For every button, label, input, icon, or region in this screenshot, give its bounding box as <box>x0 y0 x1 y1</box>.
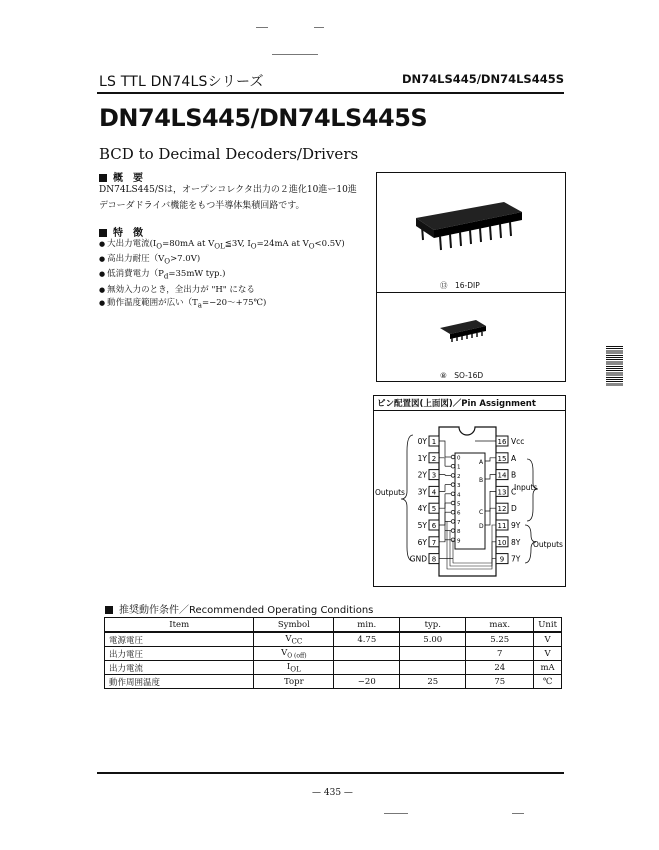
package-divider <box>376 292 566 293</box>
decoder-output-label: 0 <box>457 455 461 462</box>
pin-assignment-heading: ピン配置図(上面図)／Pin Assignment <box>373 395 566 411</box>
col-unit: Unit <box>534 618 562 633</box>
decoder-input-label: B <box>479 477 484 484</box>
conditions-table <box>104 617 562 689</box>
inverter-bubble <box>451 464 455 468</box>
decoder-wire <box>439 441 445 457</box>
page-number: — 435 — <box>312 788 353 798</box>
decoder-input-label: A <box>479 459 484 466</box>
pin-number: 12 <box>497 505 507 514</box>
scan-speck <box>256 27 268 28</box>
scan-speck <box>512 813 524 814</box>
decoder-wire <box>439 503 445 525</box>
footer-divider <box>97 772 564 774</box>
pin-number: 8 <box>431 555 437 564</box>
inverter-bubble <box>451 474 455 478</box>
decoder-wire <box>450 531 496 566</box>
decoder-input-label: C <box>479 509 484 516</box>
pin-number: 13 <box>497 488 507 497</box>
col-symbol: Symbol <box>254 618 334 633</box>
feature-item: ● 大出力電流($I_O=80mA$ at $V_{OL}≦3V$, $I_O=24mA$ at $V_O<0.5V$) <box>99 238 345 253</box>
part-numbers-header: DN74LS445/DN74LS445S <box>401 72 564 86</box>
decoder-output-label: 5 <box>457 501 461 508</box>
so-package-label: ⑧ SO-16D <box>440 371 484 380</box>
pin-number: 2 <box>431 454 437 463</box>
feature-item: ● 低消費電力（$P_d=35mW$ typ.) <box>99 268 345 283</box>
series-header: LS TTL DN74LSシリーズ <box>99 74 264 90</box>
pin-number: 16 <box>497 438 507 446</box>
pin-name-right: D <box>511 504 517 514</box>
pin-number: 10 <box>497 538 507 547</box>
pin-number: 7 <box>431 538 437 547</box>
decoder-output-label: 9 <box>457 538 461 545</box>
decoder-input-label: D <box>479 523 484 530</box>
decoder-output-label: 8 <box>457 529 461 536</box>
pin-name-left: 3Y <box>417 487 427 497</box>
decoder-output-label: 2 <box>457 473 461 480</box>
pin-number: 11 <box>497 522 507 530</box>
pin-number: 14 <box>497 471 507 480</box>
pin-number: 9 <box>499 555 505 564</box>
decoder-wire <box>485 475 496 479</box>
col-typ: typ. <box>400 618 466 633</box>
pin-name-right: C <box>511 487 517 497</box>
pin-number: 1 <box>431 438 437 446</box>
pin-name-left: 1Y <box>417 453 427 463</box>
page-title: DN74LS445/DN74LS445S <box>99 104 428 132</box>
decoder-wire <box>485 458 496 461</box>
decoder-output-label: 6 <box>457 510 461 517</box>
pin-name-left: 5Y <box>417 521 427 530</box>
pin-name-left: 6Y <box>417 537 427 547</box>
inverter-bubble <box>451 510 455 514</box>
decoder-wire <box>447 521 496 569</box>
table-row: 出力電流 $I_{OL}$ 24 mA <box>105 661 562 675</box>
page-subtitle: BCD to Decimal Decoders/Drivers <box>99 145 359 163</box>
pin-name-right: B <box>511 470 517 480</box>
pin-name-left: 4Y <box>417 504 427 514</box>
so-package-image <box>436 318 490 344</box>
pin-number: 5 <box>431 505 437 514</box>
inverter-bubble <box>451 501 455 505</box>
decoder-output-label: 3 <box>457 483 461 490</box>
scan-speck <box>314 27 324 28</box>
feature-item: ● 高出力耐圧$(V_O>7.0V)$ <box>99 253 345 268</box>
col-item: Item <box>105 618 254 633</box>
index-tab-mark <box>606 346 623 386</box>
pin-name-right: A <box>511 453 517 463</box>
decoder-wire <box>439 458 445 466</box>
pin-name-left: 0Y <box>417 437 427 446</box>
decoder-output-label: 7 <box>457 519 461 526</box>
table-row: 電源電圧 $V_{CC}$ 4.75 5.00 5.25 V <box>105 632 562 647</box>
inverter-bubble <box>451 483 455 487</box>
decoder-wire <box>439 494 445 508</box>
outputs-left-label: Outputs <box>375 488 405 497</box>
feature-item: ● 無効入力のとき，全出力が "H" になる <box>99 284 345 298</box>
feature-item: ● 動作温度範囲が広い（$T_a=-20$〜+75℃) <box>99 297 345 312</box>
scan-speck <box>384 813 408 814</box>
pin-name-left: 2Y <box>417 470 427 480</box>
overview-text: DN74LS445/Sは，オープンコレクタ出力の２進化10進ー10進デコーダドライバ機能をもつ半導体集積回路です。 <box>99 185 357 211</box>
decoder-wire <box>439 475 445 476</box>
inverter-bubble <box>451 455 455 459</box>
table-row: 動作周囲温度 Topr −20 25 75 ℃ <box>105 675 562 689</box>
col-max: max. <box>466 618 534 633</box>
conditions-heading: 推奨動作条件／Recommended Operating Conditions <box>105 601 373 616</box>
pin-name-right: 9Y <box>511 521 521 530</box>
pin-number: 4 <box>431 488 437 497</box>
features-list <box>99 238 345 312</box>
dip-package-image <box>410 196 530 256</box>
overview-heading: 概 要 <box>99 169 143 184</box>
pin-name-right: 8Y <box>511 537 521 547</box>
pin-name-right: Vcc <box>511 437 525 446</box>
pin-name-left: GND <box>409 554 427 564</box>
inputs-label: Inputs <box>514 483 538 492</box>
inverter-bubble <box>451 492 455 496</box>
features-heading: 特 徴 <box>99 224 143 239</box>
decoder-output-label: 1 <box>457 464 461 471</box>
pin-number: 6 <box>431 522 437 530</box>
outputs-right-label: Outputs <box>533 540 563 549</box>
table-row: 出力電圧 $V_{O (off)}$ 7 V <box>105 647 562 661</box>
header-divider <box>97 92 564 94</box>
pin-diagram <box>373 411 566 587</box>
dip-package-label: ⑬ 16-DIP <box>440 281 480 290</box>
decoder-wire <box>439 512 445 542</box>
pin-number: 15 <box>497 454 507 463</box>
inverter-bubble <box>451 520 455 524</box>
col-min: min. <box>334 618 400 633</box>
scan-speck <box>272 54 318 55</box>
decoder-wire <box>439 485 445 492</box>
pin-name-right: 7Y <box>511 554 521 564</box>
decoder-output-label: 4 <box>457 492 461 499</box>
inverter-bubble <box>451 529 455 533</box>
pin-number: 3 <box>431 471 437 480</box>
